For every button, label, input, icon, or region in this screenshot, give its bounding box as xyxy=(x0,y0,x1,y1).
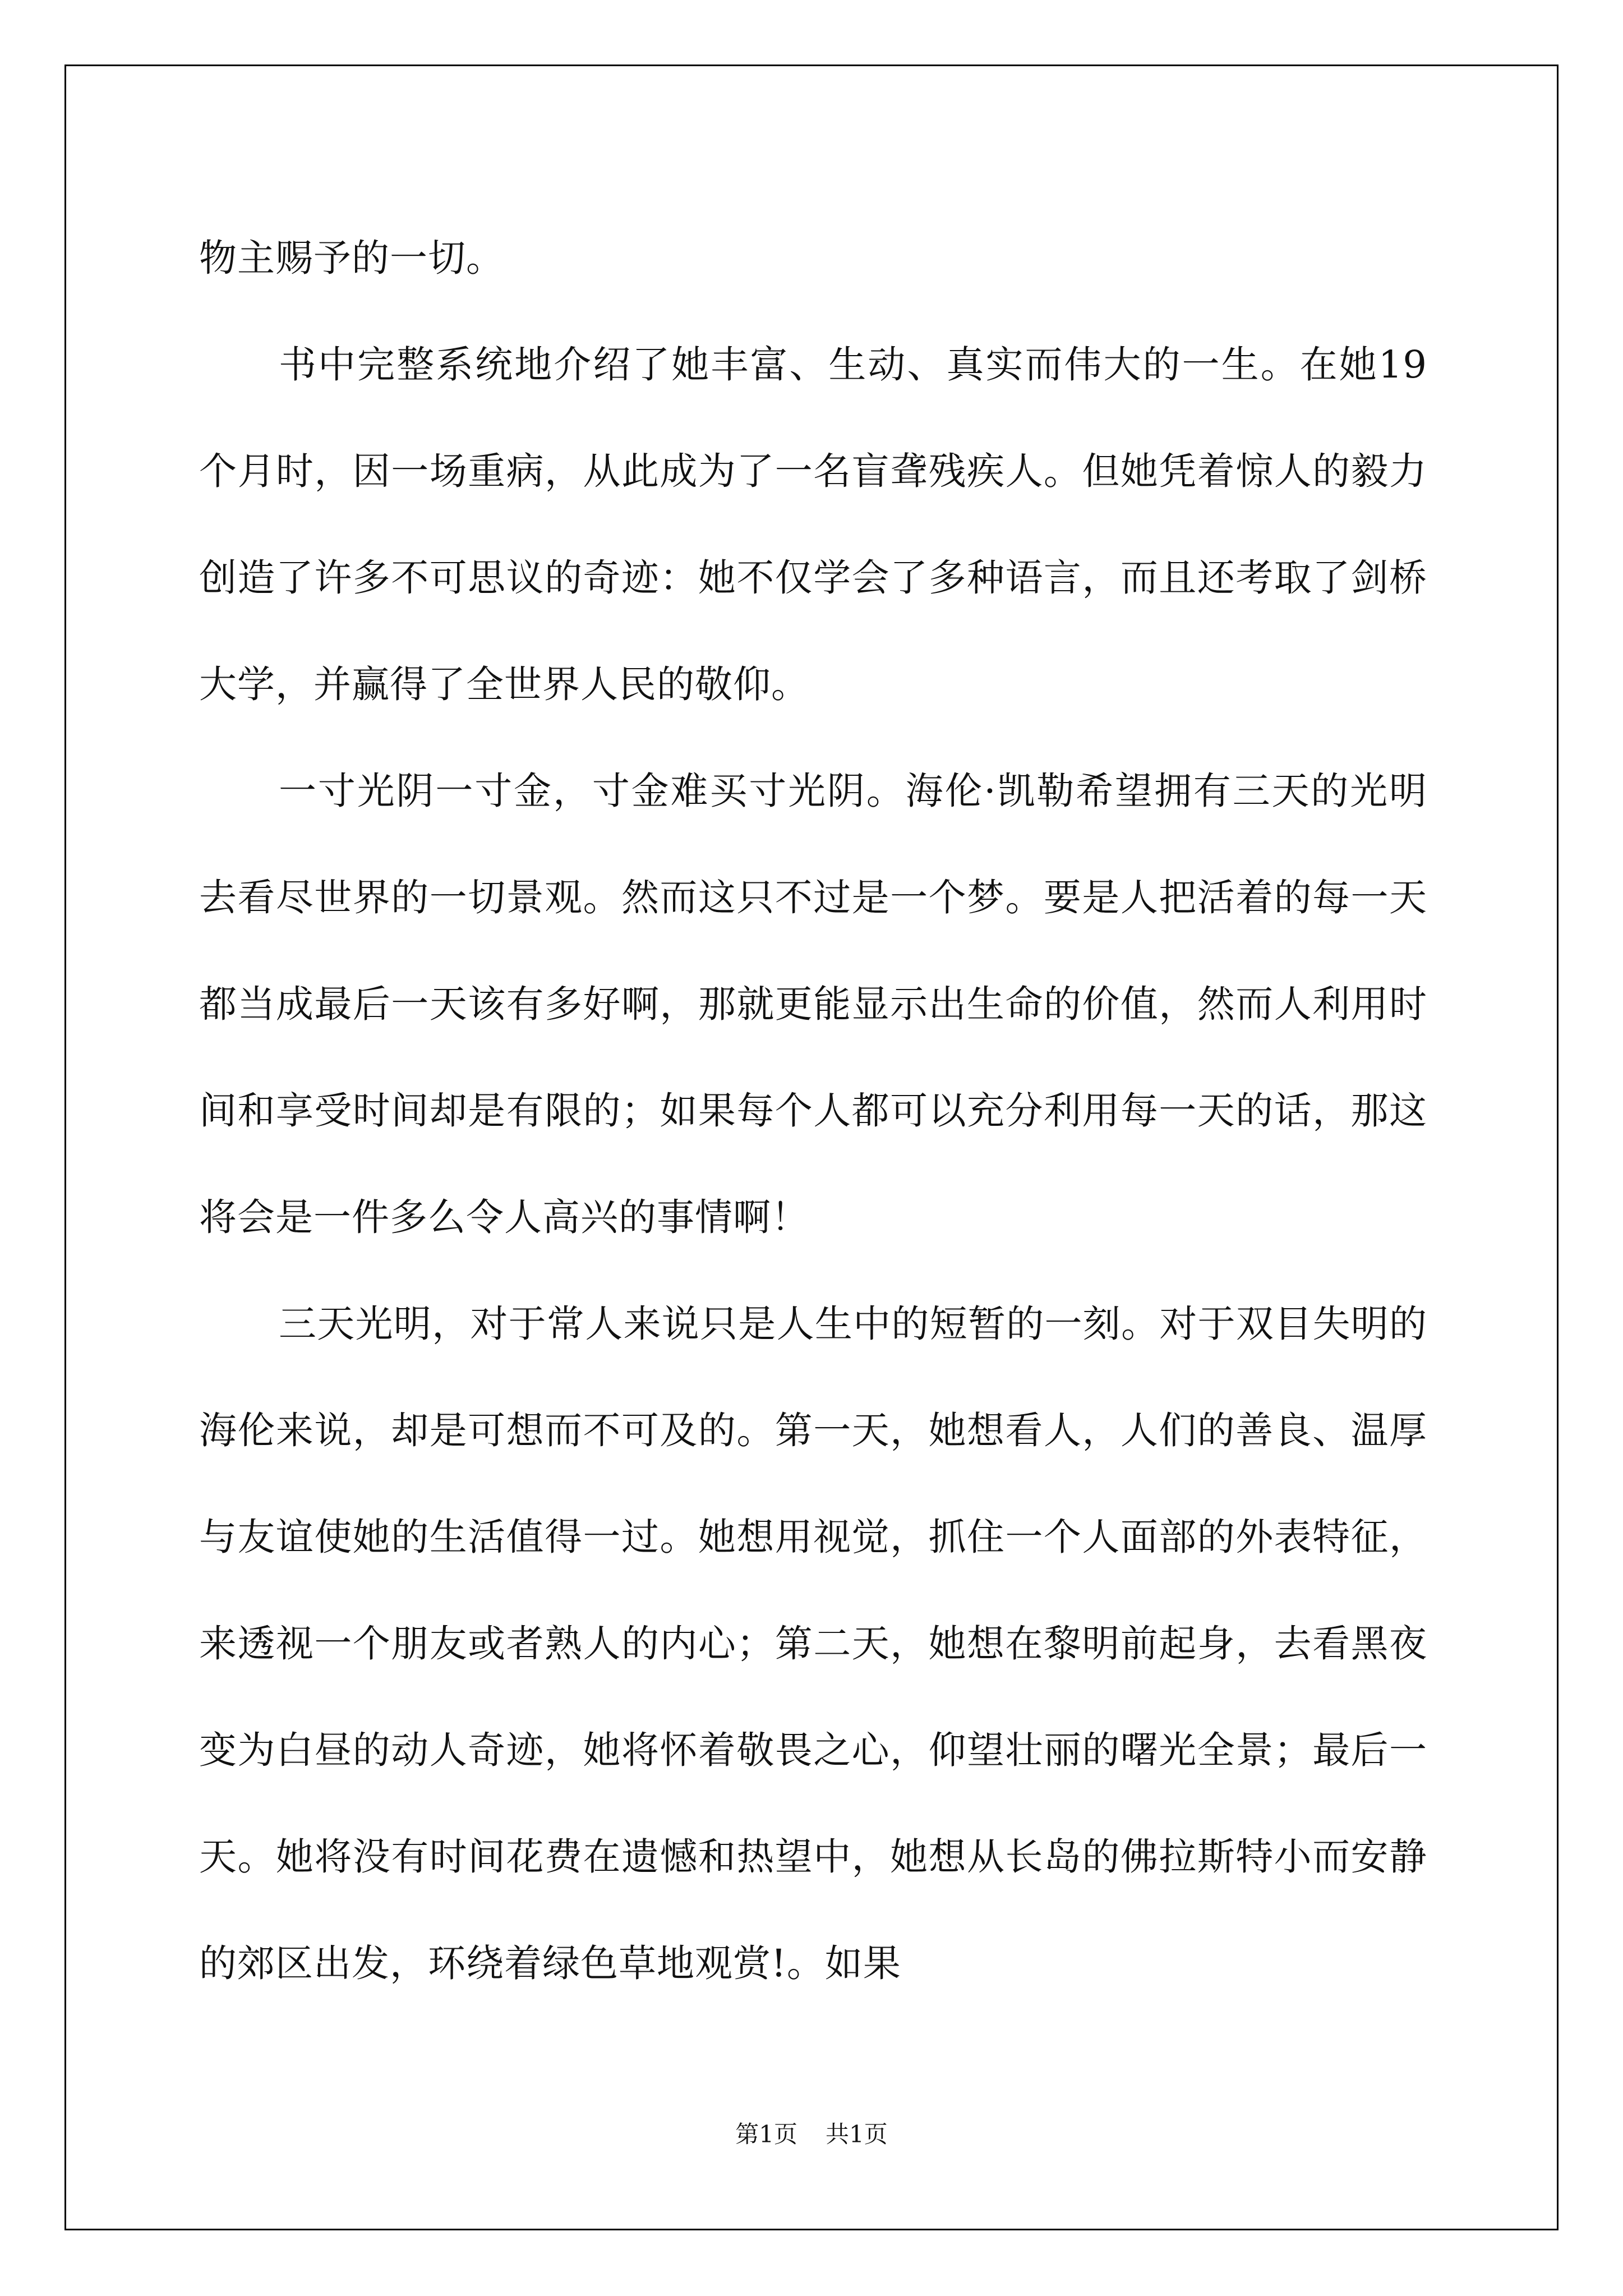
paragraph-3: 一寸光阴一寸金，寸金难买寸光阴。海伦·凯勒希望拥有三天的光明去看尽世界的一切景观。然而这只不过是一个梦。要是人把活着的每一天都当成最后一天该有多好啊，那就更能显示出生命的价值，然而人利用时间和享受时间却是有限的；如果每个人都可以充分利用每一天的话，那这将会是一件多么令人高兴的事情啊！ xyxy=(199,769,1427,1239)
page-total: 共1页 xyxy=(826,2120,888,2148)
page-footer xyxy=(0,2116,1623,2150)
page-number: 第1页 xyxy=(735,2120,797,2148)
document-body xyxy=(199,205,1427,2017)
paragraph-4: 三天光明，对于常人来说只是人生中的短暂的一刻。对于双目失明的海伦来说，却是可想而不可及的。第一天，她想看人，人们的善良、温厚与友谊使她的生活值得一过。她想用视觉，抓住一个人面部的外表特征，来透视一个朋友或者熟人的内心；第二天，她想在黎明前起身，去看黑夜变为白昼的动人奇迹，她将怀着敬畏之心，仰望壮丽的曙光全景；最后一天。她将没有时间花费在遗憾和热望中，她想从长岛的佛拉斯特小而安静的郊区出发，环绕着绿色草地观赏!。如果 xyxy=(199,1302,1427,1985)
paragraph-2: 书中完整系统地介绍了她丰富、生动、真实而伟大的一生。在她19个月时，因一场重病，从此成为了一名盲聋残疾人。但她凭着惊人的毅力创造了许多不可思议的奇迹：她不仅学会了多种语言，而且还考取了剑桥大学，并赢得了全世界人民的敬仰。 xyxy=(199,343,1427,706)
paragraph-1: 物主赐予的一切。 xyxy=(199,236,504,280)
